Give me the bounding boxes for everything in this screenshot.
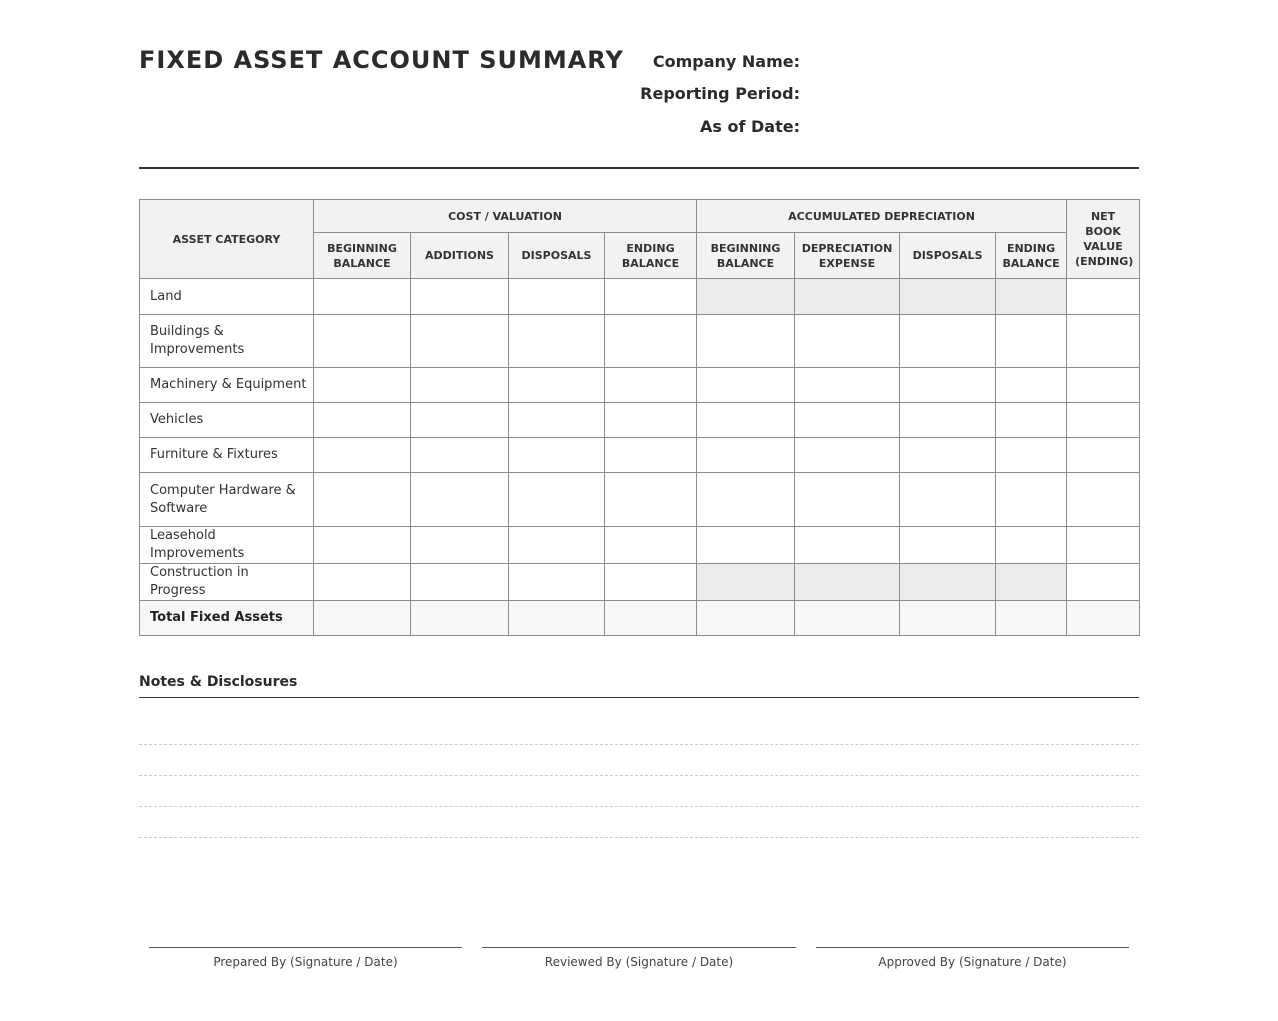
notes-title: Notes & Disclosures [139,674,298,690]
cost-beginning-balance-header: BEGINNING BALANCE [314,233,411,279]
depr-expense-cell[interactable] [795,403,900,438]
depr-ending-cell [996,564,1067,601]
total-depr-ending-cell[interactable] [996,601,1067,636]
cost-additions-cell[interactable] [411,473,509,527]
cost-disposals-cell[interactable] [509,527,605,564]
total-cost-additions-cell[interactable] [411,601,509,636]
depr-beginning-cell[interactable] [697,315,795,368]
total-label-cell: Total Fixed Assets [140,601,314,636]
depr-ending-balance-header: ENDING BALANCE [996,233,1067,279]
depr-beginning-balance-header: BEGINNING BALANCE [697,233,795,279]
depr-beginning-cell[interactable] [697,368,795,403]
approved-signature-line[interactable] [816,947,1129,948]
header-divider [139,167,1139,169]
cost-ending-cell[interactable] [605,527,697,564]
depr-beginning-cell [697,279,795,315]
depr-disposals-cell[interactable] [900,315,996,368]
depr-disposals-cell[interactable] [900,438,996,473]
cost-ending-cell[interactable] [605,473,697,527]
notes-divider [139,697,1139,698]
depr-disposals-cell[interactable] [900,473,996,527]
cost-additions-cell[interactable] [411,403,509,438]
reporting-period-label: Reporting Period: [640,84,800,103]
depr-disposals-header: DISPOSALS [900,233,996,279]
cost-ending-cell[interactable] [605,368,697,403]
asset-category-cell: Construction in Progress [140,564,314,601]
asset-category-cell: Leasehold Improvements [140,527,314,564]
cost-ending-cell[interactable] [605,438,697,473]
prepared-by-label: Prepared By (Signature / Date) [213,955,398,969]
total-depr-beginning-cell[interactable] [697,601,795,636]
asset-category-cell: Vehicles [140,403,314,438]
table-row [140,564,1140,601]
depr-disposals-cell[interactable] [900,527,996,564]
table-row [140,315,1140,368]
depr-ending-cell [996,279,1067,315]
cost-additions-cell[interactable] [411,315,509,368]
net-book-value-cell[interactable] [1067,473,1140,527]
cost-disposals-header: DISPOSALS [509,233,605,279]
depr-disposals-cell[interactable] [900,368,996,403]
reviewed-by-label: Reviewed By (Signature / Date) [544,955,734,969]
cost-additions-cell[interactable] [411,368,509,403]
depr-ending-cell[interactable] [996,403,1067,438]
cost-ending-cell[interactable] [605,564,697,601]
cost-disposals-cell[interactable] [509,368,605,403]
cost-disposals-cell[interactable] [509,279,605,315]
depr-beginning-cell[interactable] [697,527,795,564]
cost-beginning-cell[interactable] [314,403,411,438]
depr-expense-header: DEPRECIATION EXPENSE [795,233,900,279]
depr-expense-cell[interactable] [795,368,900,403]
depr-ending-cell[interactable] [996,473,1067,527]
total-net-book-value-cell[interactable] [1067,601,1140,636]
cost-ending-balance-header: ENDING BALANCE [605,233,697,279]
table-row [140,368,1140,403]
depr-ending-cell[interactable] [996,315,1067,368]
table-row [140,527,1140,564]
cost-beginning-cell[interactable] [314,473,411,527]
note-line[interactable] [139,775,1139,776]
note-line[interactable] [139,837,1139,838]
depr-beginning-cell[interactable] [697,473,795,527]
net-book-value-cell[interactable] [1067,438,1140,473]
cost-ending-cell[interactable] [605,279,697,315]
table-row [140,279,1140,315]
asset-category-cell: Computer Hardware & Software [140,473,314,527]
depr-disposals-cell [900,564,996,601]
asset-category-cell: Machinery & Equipment [140,368,314,403]
depr-beginning-cell[interactable] [697,403,795,438]
depr-beginning-cell[interactable] [697,438,795,473]
total-depr-expense-cell[interactable] [795,601,900,636]
cost-disposals-cell[interactable] [509,315,605,368]
depr-expense-cell[interactable] [795,438,900,473]
total-cost-disposals-cell[interactable] [509,601,605,636]
asset-category-cell: Land [140,279,314,315]
prepared-signature-line[interactable] [149,947,462,948]
table-row [140,438,1140,473]
cost-ending-cell[interactable] [605,315,697,368]
cost-valuation-header: COST / VALUATION [314,200,697,233]
asset-category-cell: Buildings & Improvements [140,315,314,368]
net-book-value-cell[interactable] [1067,403,1140,438]
depr-expense-cell [795,279,900,315]
cost-additions-cell[interactable] [411,527,509,564]
net-book-value-cell[interactable] [1067,368,1140,403]
depr-ending-cell[interactable] [996,438,1067,473]
total-cost-beginning-cell[interactable] [314,601,411,636]
reviewed-signature-line[interactable] [482,947,796,948]
as-of-date-label: As of Date: [700,117,800,136]
accumulated-depreciation-header: ACCUMULATED DEPRECIATION [697,200,1067,233]
cost-additions-cell[interactable] [411,438,509,473]
depr-disposals-cell[interactable] [900,403,996,438]
net-book-value-header: NET BOOK VALUE (ENDING) [1067,200,1140,279]
page-title: FIXED ASSET ACCOUNT SUMMARY [139,46,624,74]
fixed-asset-table [139,199,1140,636]
cost-beginning-cell[interactable] [314,564,411,601]
cost-beginning-cell[interactable] [314,368,411,403]
net-book-value-cell[interactable] [1067,564,1140,601]
depr-expense-cell [795,564,900,601]
asset-category-cell: Furniture & Fixtures [140,438,314,473]
depr-ending-cell[interactable] [996,527,1067,564]
net-book-value-cell[interactable] [1067,527,1140,564]
depr-expense-cell[interactable] [795,527,900,564]
cost-beginning-cell[interactable] [314,527,411,564]
company-name-label: Company Name: [652,52,800,71]
cost-disposals-cell[interactable] [509,473,605,527]
depr-ending-cell[interactable] [996,368,1067,403]
net-book-value-cell[interactable] [1067,279,1140,315]
approved-by-label: Approved By (Signature / Date) [878,955,1067,969]
cost-additions-header: ADDITIONS [411,233,509,279]
total-depr-disposals-cell[interactable] [900,601,996,636]
depr-expense-cell[interactable] [795,315,900,368]
total-row [140,601,1140,636]
depr-expense-cell[interactable] [795,473,900,527]
note-line[interactable] [139,806,1139,807]
cost-disposals-cell[interactable] [509,403,605,438]
total-cost-ending-cell[interactable] [605,601,697,636]
cost-additions-cell[interactable] [411,279,509,315]
asset-category-header: ASSET CATEGORY [140,200,314,279]
cost-beginning-cell[interactable] [314,279,411,315]
depr-disposals-cell [900,279,996,315]
note-line[interactable] [139,744,1139,745]
cost-ending-cell[interactable] [605,403,697,438]
cost-additions-cell[interactable] [411,564,509,601]
depr-beginning-cell [697,564,795,601]
cost-disposals-cell[interactable] [509,564,605,601]
table-row [140,403,1140,438]
cost-disposals-cell[interactable] [509,438,605,473]
table-row [140,473,1140,527]
net-book-value-cell[interactable] [1067,315,1140,368]
cost-beginning-cell[interactable] [314,438,411,473]
cost-beginning-cell[interactable] [314,315,411,368]
